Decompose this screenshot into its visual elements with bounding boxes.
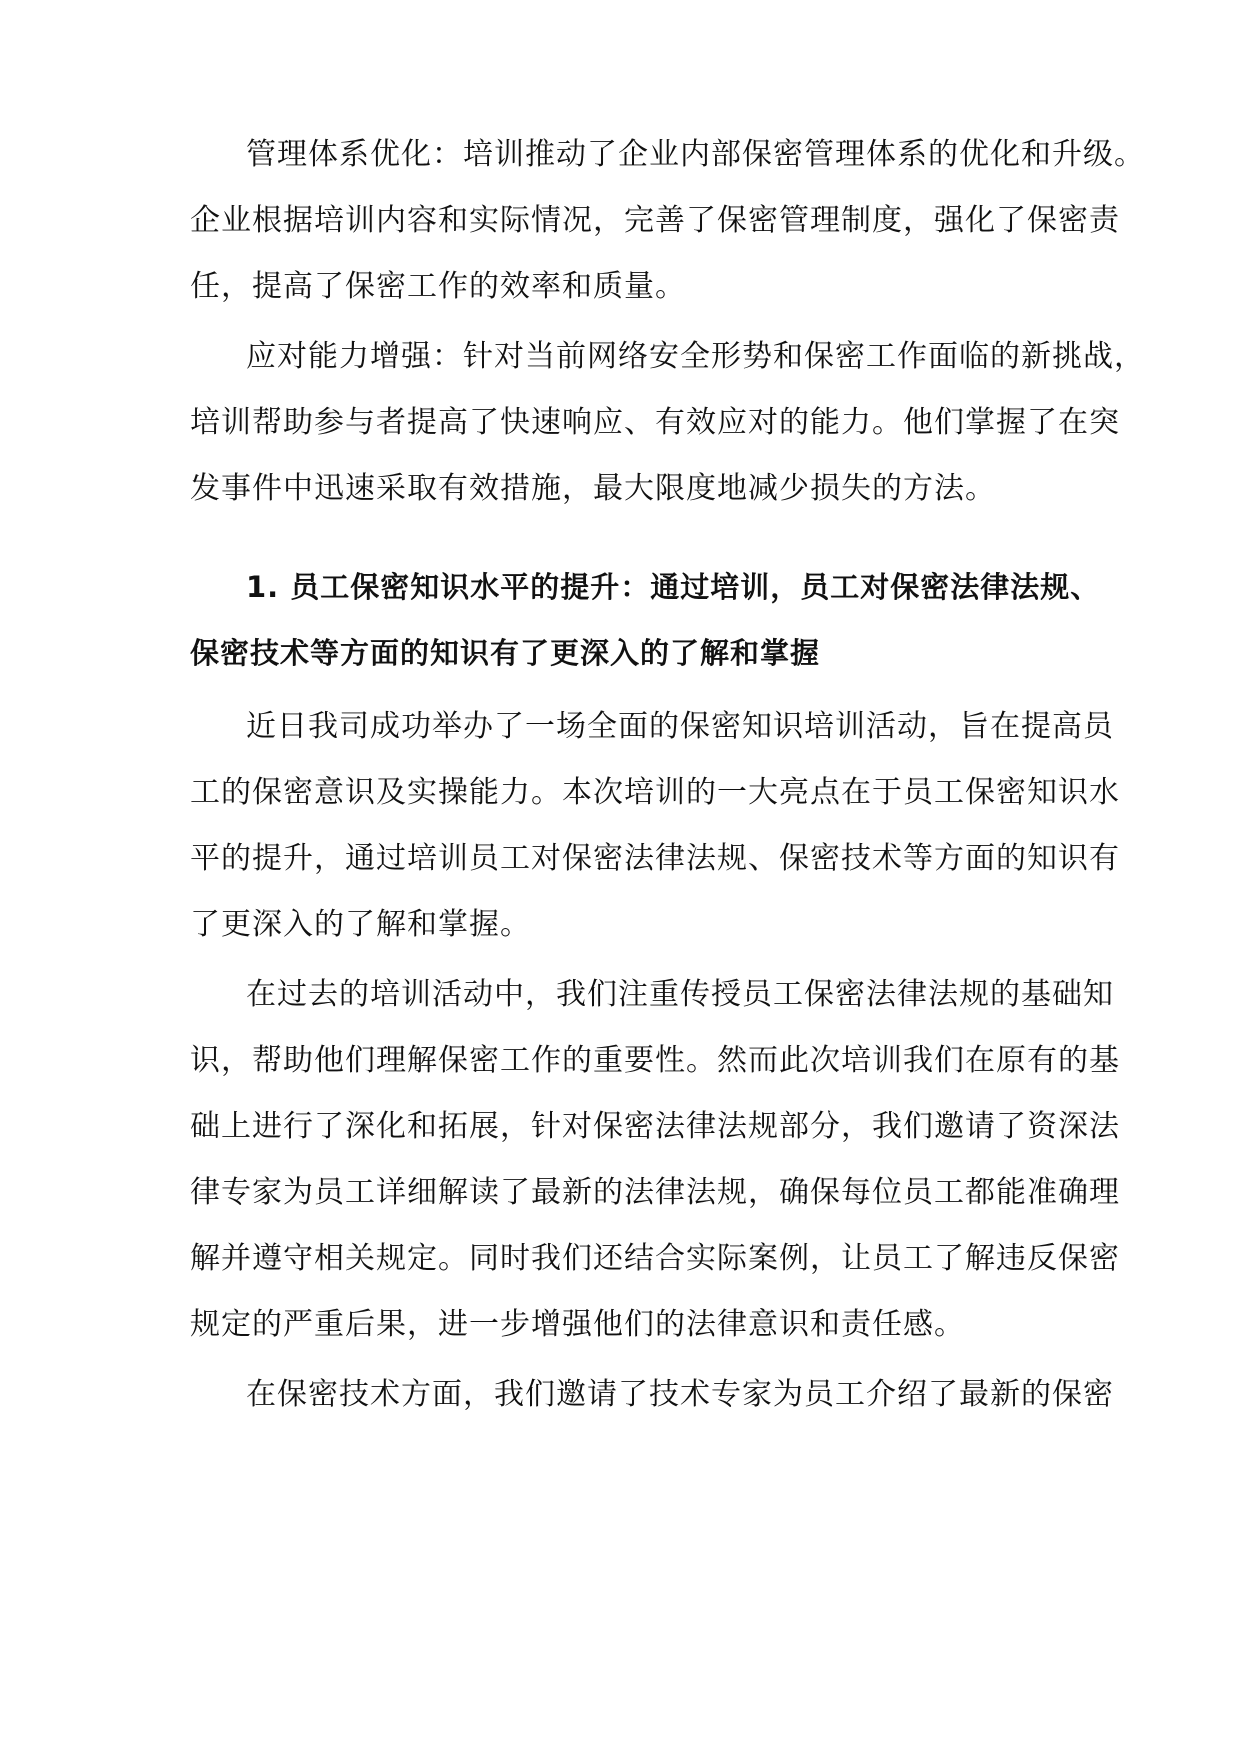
paragraph-response-line-2: 培训帮助参与者提高了快速响应、有效应对的能力。他们掌握了在突 xyxy=(190,405,1120,440)
paragraph-law-line-3: 础上进行了深化和拓展，针对保密法律法规部分，我们邀请了资深法 xyxy=(190,1109,1120,1144)
paragraph-response-line-1: 应对能力增强：针对当前网络安全形势和保密工作面临的新挑战， xyxy=(246,339,1145,374)
paragraph-management-line-2: 企业根据培训内容和实际情况，完善了保密管理制度，强化了保密责 xyxy=(190,203,1120,238)
paragraph-management-line-1: 管理体系优化：培训推动了企业内部保密管理体系的优化和升级。 xyxy=(246,137,1145,172)
paragraph-law-line-6: 规定的严重后果，进一步增强他们的法律意识和责任感。 xyxy=(190,1307,965,1342)
paragraph-law-line-5: 解并遵守相关规定。同时我们还结合实际案例，让员工了解违反保密 xyxy=(190,1241,1120,1276)
paragraph-training-line-1: 近日我司成功举办了一场全面的保密知识培训活动，旨在提高员 xyxy=(246,709,1114,744)
section-heading-line-2: 保密技术等方面的知识有了更深入的了解和掌握 xyxy=(190,636,821,670)
section-heading-line-1: 1. 员工保密知识水平的提升：通过培训，员工对保密法律法规、 xyxy=(246,570,1101,604)
paragraph-technology-line-1: 在保密技术方面，我们邀请了技术专家为员工介绍了最新的保密 xyxy=(246,1377,1114,1412)
paragraph-training-line-4: 了更深入的了解和掌握。 xyxy=(190,907,531,942)
paragraph-management-line-3: 任，提高了保密工作的效率和质量。 xyxy=(190,269,686,304)
paragraph-training-line-2: 工的保密意识及实操能力。本次培训的一大亮点在于员工保密知识水 xyxy=(190,775,1120,810)
paragraph-training-line-3: 平的提升，通过培训员工对保密法律法规、保密技术等方面的知识有 xyxy=(190,841,1120,876)
paragraph-law-line-4: 律专家为员工详细解读了最新的法律法规，确保每位员工都能准确理 xyxy=(190,1175,1120,1210)
paragraph-law-line-1: 在过去的培训活动中，我们注重传授员工保密法律法规的基础知 xyxy=(246,977,1114,1012)
paragraph-response-line-3: 发事件中迅速采取有效措施，最大限度地减少损失的方法。 xyxy=(190,471,996,506)
paragraph-law-line-2: 识，帮助他们理解保密工作的重要性。然而此次培训我们在原有的基 xyxy=(190,1043,1120,1078)
